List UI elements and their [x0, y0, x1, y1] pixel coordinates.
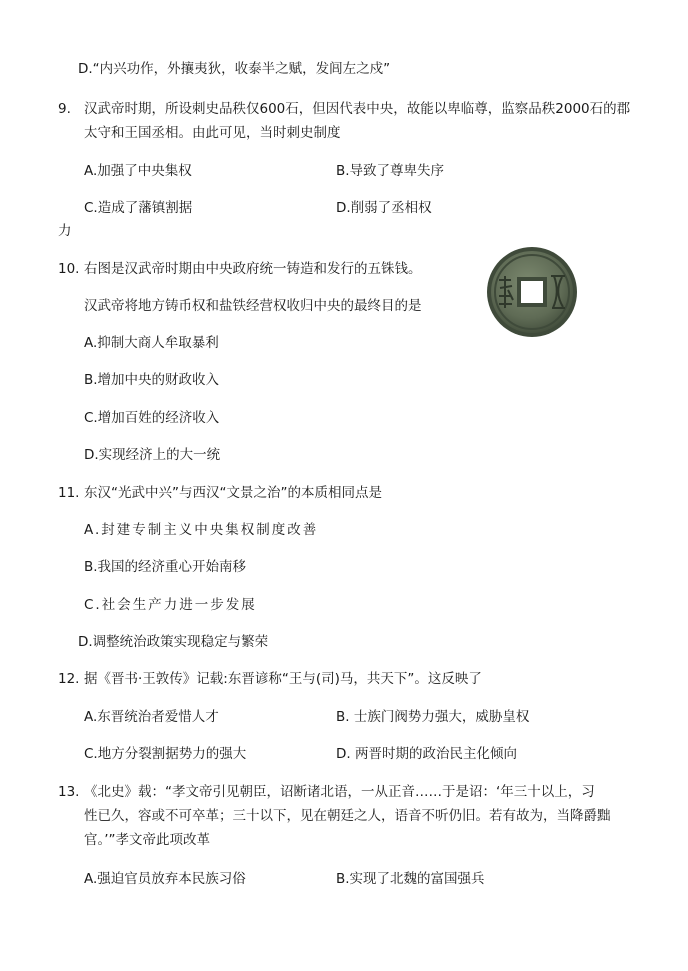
q9-option-b: B.导致了尊卑失序 [336, 163, 445, 179]
q10-option-d: D.实现经济上的大一统 [84, 447, 221, 463]
q12-option-a: A.东晋统治者爱惜人才 [84, 709, 219, 725]
q9-stem-line-2: 太守和王国丞相。由此可见，当时刺史制度 [84, 125, 341, 141]
q11-option-c: C.社会生产力进一步发展 [84, 597, 257, 613]
q9-number: 9. [58, 101, 71, 117]
q13-stem-line-2: 性已久，容或不可卒革；三十以下，见在朝廷之人，语音不听仍旧。若有故为，当降爵黜 [84, 808, 611, 824]
q10-option-b: B.增加中央的财政收入 [84, 372, 220, 388]
q11-option-b: B.我国的经济重心开始南移 [84, 559, 247, 575]
q10-option-c: C.增加百姓的经济收入 [84, 410, 220, 426]
q12-stem: 据《晋书·王敦传》记载:东晋谚称“王与(司)马，共天下”。这反映了 [84, 671, 482, 687]
q10-option-a: A.抑制大商人牟取暴利 [84, 335, 219, 351]
q9-option-d: D.削弱了丞相权 [336, 200, 432, 216]
q13-option-b: B.实现了北魏的富国强兵 [336, 871, 485, 887]
q10-number: 10. [58, 261, 80, 277]
q10-stem-line-2: 汉武帝将地方铸币权和盐铁经营权收归中央的最终目的是 [84, 298, 422, 314]
q13-stem-line-1: 《北史》载：“孝文帝引见朝臣，诏断诸北语，一从正音……于是诏：‘年三十以上，习 [84, 784, 595, 800]
q8-option-d: D.“内兴功作，外攘夷狄，收泰半之赋，发闾左之戍” [78, 61, 391, 77]
q9-option-c: C.造成了藩镇割据 [84, 200, 193, 216]
q13-stem-line-3: 官。’”孝文帝此项改革 [84, 832, 211, 848]
q13-option-a: A.强迫官员放弃本民族习俗 [84, 871, 246, 887]
q11-option-d: D.调整统治政策实现稳定与繁荣 [78, 634, 269, 650]
q12-option-d: D. 两晋时期的政治民主化倾向 [336, 746, 517, 762]
q11-option-a: A.封建专制主义中央集权制度改善 [84, 522, 319, 538]
q9-option-d-wrap: 力 [58, 223, 72, 239]
wuzhu-coin-icon [486, 246, 578, 338]
q10-stem-line-1: 右图是汉武帝时期由中央政府统一铸造和发行的五铢钱。 [84, 261, 422, 277]
q12-option-c: C.地方分裂割据势力的强大 [84, 746, 247, 762]
q12-number: 12. [58, 671, 80, 687]
q9-stem-line-1: 汉武帝时期，所设刺史品秩仅600石，但因代表中央，故能以卑临尊，监察品秩2000石的郡 [84, 101, 631, 117]
q9-option-a: A.加强了中央集权 [84, 163, 192, 179]
q12-option-b: B. 士族门阀势力强大，威胁皇权 [336, 709, 530, 725]
q11-number: 11. [58, 485, 80, 501]
q13-number: 13. [58, 784, 80, 800]
q11-stem: 东汉“光武中兴”与西汉“文景之治”的本质相同点是 [84, 485, 382, 501]
